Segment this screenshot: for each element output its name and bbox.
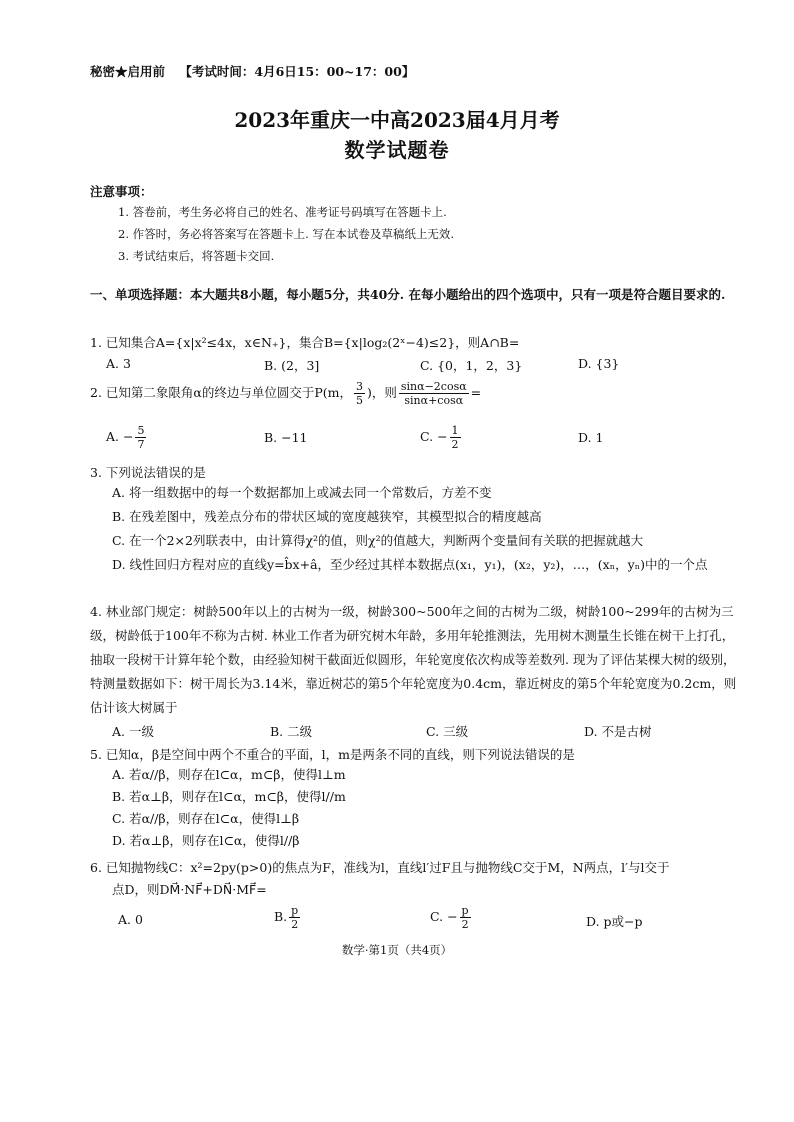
q3-option-b: B. 在残差图中，残差点分布的带状区域的宽度越狭窄，其模型拟合的精度越高 xyxy=(112,509,542,524)
question-5-stem: 5. 已知α，β是空间中两个不重合的平面，l，m是两条不同的直线，则下列说法错误的是 xyxy=(90,747,575,762)
question-6-stem: 6. 已知抛物线C：x²=2py(p>0)的焦点为F，准线为l，直线l′过F且与抛物线C交于M，N两点，l′与l交于 xyxy=(90,860,670,875)
q4-option-b: B. 二级 xyxy=(270,724,313,739)
q5-option-a: A. 若α//β，则存在l⊂α，m⊂β，使得l⊥m xyxy=(112,767,346,782)
page-footer: 数学·第1页（共4页） xyxy=(341,943,453,957)
q2-option-d: D. 1 xyxy=(578,430,604,445)
q5-option-d: D. 若α⊥β，则存在l⊂α，使得l//β xyxy=(112,833,300,848)
q4-option-c: C. 三级 xyxy=(426,724,469,739)
q2-option-a: A. − $\frac{5}{7}$ xyxy=(106,424,145,451)
q3-option-a: A. 将一组数据中的每一个数据都加上或减去同一个常数后，方差不变 xyxy=(112,485,492,500)
question-4-stem: 4. 林业部门规定：树龄500年以上的古树为一级，树龄300~500年之间的古树为二级，树龄100~299年的古树为三级，树龄低于100年不称为古树. 林业工作者为研究树木年龄，多用年轮推测法，先用树木测量生长锥在树干上打孔，抽取一段树干计算年轮个数，由经验知树干截面近似圆形，年轮宽度依次构成等差数列. 现为了评估某棵大树的级别，特测量数据如下：树干周长为3.14米，靠近树芯的第5个年轮宽度为0.4cm，靠近树皮的第5个年轮宽度为0.2cm，则估计该大树属于 xyxy=(90,604,737,715)
exam-title: 2023年重庆一中高2023届4月月考 xyxy=(234,108,560,132)
q6-option-c: C. − $\frac{p}{2}$ xyxy=(430,904,469,931)
q5-option-c: C. 若α//β，则存在l⊂α，使得l⊥β xyxy=(112,811,300,826)
q3-option-d: D. 线性回归方程对应的直线y=b̂x+â，至少经过其样本数据点(x₁，y₁)，(x₂，y₂)，…，(xₙ，yₙ)中的一个点 xyxy=(112,557,708,572)
notice-item: 1. 答卷前，考生务必将自己的姓名、准考证号码填写在答题卡上. xyxy=(118,205,447,219)
notice-item: 2. 作答时，务必将答案写在答题卡上. 写在本试卷及草稿纸上无效. xyxy=(118,227,455,241)
question-1-stem: 1. 已知集合A={x|x²≤4x，x∈N₊}，集合B={x|log₂(2ˣ−4)≤2}，则A∩B= xyxy=(90,335,520,350)
question-2-stem: 2. 已知第二象限角α的终边与单位圆交于P(m， $\frac{3}{5}$ )，则 $\frac{\sin\alpha-2\cos\alpha}{\sin\alpha+\cos\alpha}$ = xyxy=(90,380,482,407)
q6-option-b: B. $\frac{p}{2}$ xyxy=(274,904,299,931)
q3-option-c: C. 在一个2×2列联表中，由计算得χ²的值，则χ²的值越大，判断两个变量间有关联的把握就越大 xyxy=(112,533,644,548)
q1-option-c: C. {0，1，2，3} xyxy=(420,358,523,373)
exam-time: 【考试时间：4月6日15：00~17：00】 xyxy=(179,64,415,79)
notice-heading: 注意事项： xyxy=(90,184,153,199)
q1-option-a: A. 3 xyxy=(106,356,131,371)
section-heading: 一、单项选择题：本大题共8小题，每小题5分，共40分. 在每小题给出的四个选项中，只有一项是符合题目要求的. xyxy=(90,287,726,302)
exam-header xyxy=(90,62,414,80)
q4-option-d: D. 不是古树 xyxy=(584,724,652,739)
q6-option-d: D. p或−p xyxy=(586,914,643,929)
q2-option-b: B. −11 xyxy=(264,430,308,445)
notice-item: 3. 考试结束后，将答题卡交回. xyxy=(118,249,275,263)
question-3-stem: 3. 下列说法错误的是 xyxy=(90,465,206,480)
fraction: $\frac{\sin\alpha-2\cos\alpha}{\sin\alpha+\cos\alpha}$ xyxy=(400,380,467,407)
q5-option-b: B. 若α⊥β，则存在l⊂α，m⊂β，使得l//m xyxy=(112,789,346,804)
q1-option-d: D. {3} xyxy=(578,356,620,371)
q1-option-b: B. (2，3] xyxy=(264,358,320,373)
exam-subtitle: 数学试题卷 xyxy=(344,138,450,162)
question-6-stem-cont: 点D，则DM⃗·NF⃗+DN⃗·MF⃗= xyxy=(112,882,267,897)
fraction: $\frac{3}{5}$ xyxy=(356,380,363,407)
q4-option-a: A. 一级 xyxy=(112,724,154,739)
q6-option-a: A. 0 xyxy=(118,912,143,927)
confidential-mark: 秘密★启用前 xyxy=(90,64,166,79)
q2-option-c: C. − $\frac{1}{2}$ xyxy=(420,424,459,451)
